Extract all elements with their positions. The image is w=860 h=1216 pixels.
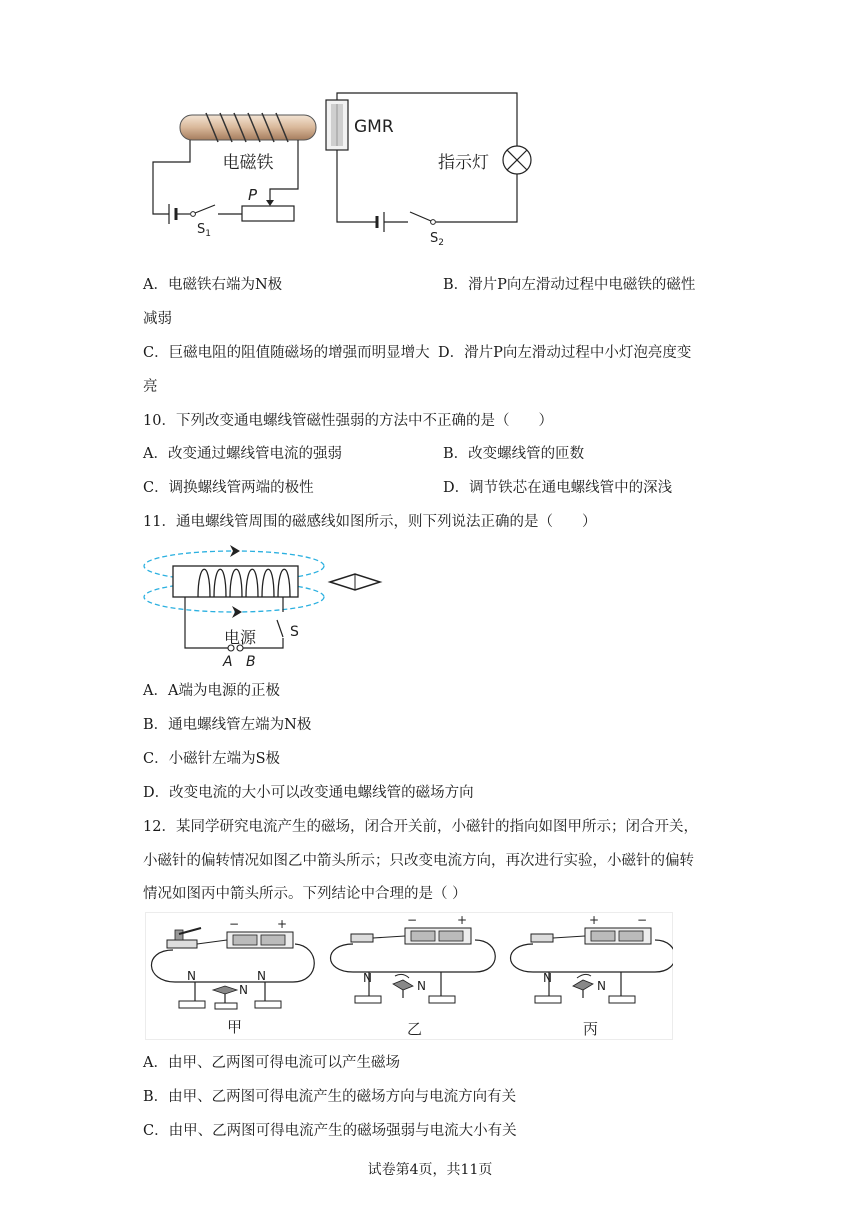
q9-option-a: A．电磁铁右端为N极 — [143, 277, 283, 293]
yi-plus-sign: + — [457, 913, 468, 927]
svg-text:N: N — [187, 969, 196, 983]
bing-minus-sign: − — [637, 913, 648, 927]
switch-s-label: S — [290, 624, 299, 640]
q9-option-d: D．滑片P向左滑动过程中小灯泡亮度变 — [438, 345, 692, 361]
q11-solenoid-figure — [140, 540, 390, 670]
jia-minus-sign: − — [229, 917, 240, 931]
lamp-label: 指示灯 — [438, 153, 489, 173]
q11-option-d: D．改变电流的大小可以改变通电螺线管的磁场方向 — [143, 785, 474, 801]
svg-text:N: N — [417, 979, 426, 993]
page-footer: 试卷第4页，共11页 — [367, 1162, 493, 1178]
svg-text:N: N — [597, 979, 606, 993]
q12-experiment-figure — [145, 912, 673, 1040]
s1-label: $S_1$ — [197, 222, 211, 239]
q12-stem-1: 12．某同学研究电流产生的磁场，闭合开关前，小磁针的指向如图甲所示；闭合开关， — [143, 819, 698, 835]
svg-text:N: N — [543, 971, 552, 985]
gmr-label: GMR — [354, 117, 394, 137]
q9-option-b-cont: 减弱 — [143, 311, 172, 327]
q12-stem-2: 小磁针的偏转情况如图乙中箭头所示；只改变电流方向，再次进行实验，小磁针的偏转 — [143, 853, 694, 869]
q10-option-c: C．调换螺线管两端的极性 — [143, 480, 314, 496]
terminal-a-label: A — [223, 654, 233, 670]
q12-option-a: A．由甲、乙两图可得电流可以产生磁场 — [143, 1055, 400, 1071]
svg-text:N: N — [257, 969, 266, 983]
field-arrow-top — [230, 545, 240, 557]
yi-minus-sign: − — [407, 913, 418, 927]
rheostat — [242, 206, 294, 221]
q10-option-a: A．改变通过螺线管电流的强弱 — [143, 446, 342, 462]
q10-option-b: B．改变螺线管的匝数 — [443, 446, 585, 462]
electromagnet-core — [180, 115, 316, 140]
q12-stem-3: 情况如图丙中箭头所示。下列结论中合理的是（ ） — [143, 886, 467, 902]
q12-option-c: C．由甲、乙两图可得电流产生的磁场强弱与电流大小有关 — [143, 1123, 517, 1139]
caption-yi: 乙 — [407, 1020, 423, 1038]
field-arrow-bottom — [232, 606, 242, 618]
electromagnet-label: 电磁铁 — [222, 153, 274, 173]
s2-label: $S_2$ — [430, 231, 444, 246]
q11-stem: 11．通电螺线管周围的磁感线如图所示，则下列说法正确的是（ ） — [143, 514, 597, 530]
bing-plus-sign: + — [589, 913, 600, 927]
jia-plus-sign: + — [277, 917, 288, 931]
caption-jia: 甲 — [227, 1018, 243, 1036]
svg-text:N: N — [239, 983, 248, 997]
q11-option-b: B．通电螺线管左端为N极 — [143, 717, 312, 733]
svg-text:N: N — [363, 971, 372, 985]
q9-option-d-cont: 亮 — [143, 379, 158, 395]
q12-option-b: B．由甲、乙两图可得电流产生的磁场方向与电流方向有关 — [143, 1089, 517, 1105]
power-label: 电源 — [223, 628, 257, 647]
q11-option-c: C．小磁针左端为S极 — [143, 751, 281, 767]
q11-option-a: A．A端为电源的正极 — [143, 683, 280, 699]
q9-option-c: C．巨磁电阻的阻值随磁场的增强而明显增大 — [143, 345, 430, 361]
q9-circuit-figure — [140, 86, 540, 246]
q10-option-d: D．调节铁芯在通电螺线管中的深浅 — [443, 480, 673, 496]
slider-p-label: P — [248, 186, 258, 204]
caption-bing: 丙 — [583, 1020, 599, 1038]
terminal-b-label: B — [246, 654, 256, 670]
q9-option-b: B．滑片P向左滑动过程中电磁铁的磁性 — [443, 277, 696, 293]
q10-stem: 10．下列改变通电螺线管磁性强弱的方法中不正确的是（ ） — [143, 413, 553, 429]
